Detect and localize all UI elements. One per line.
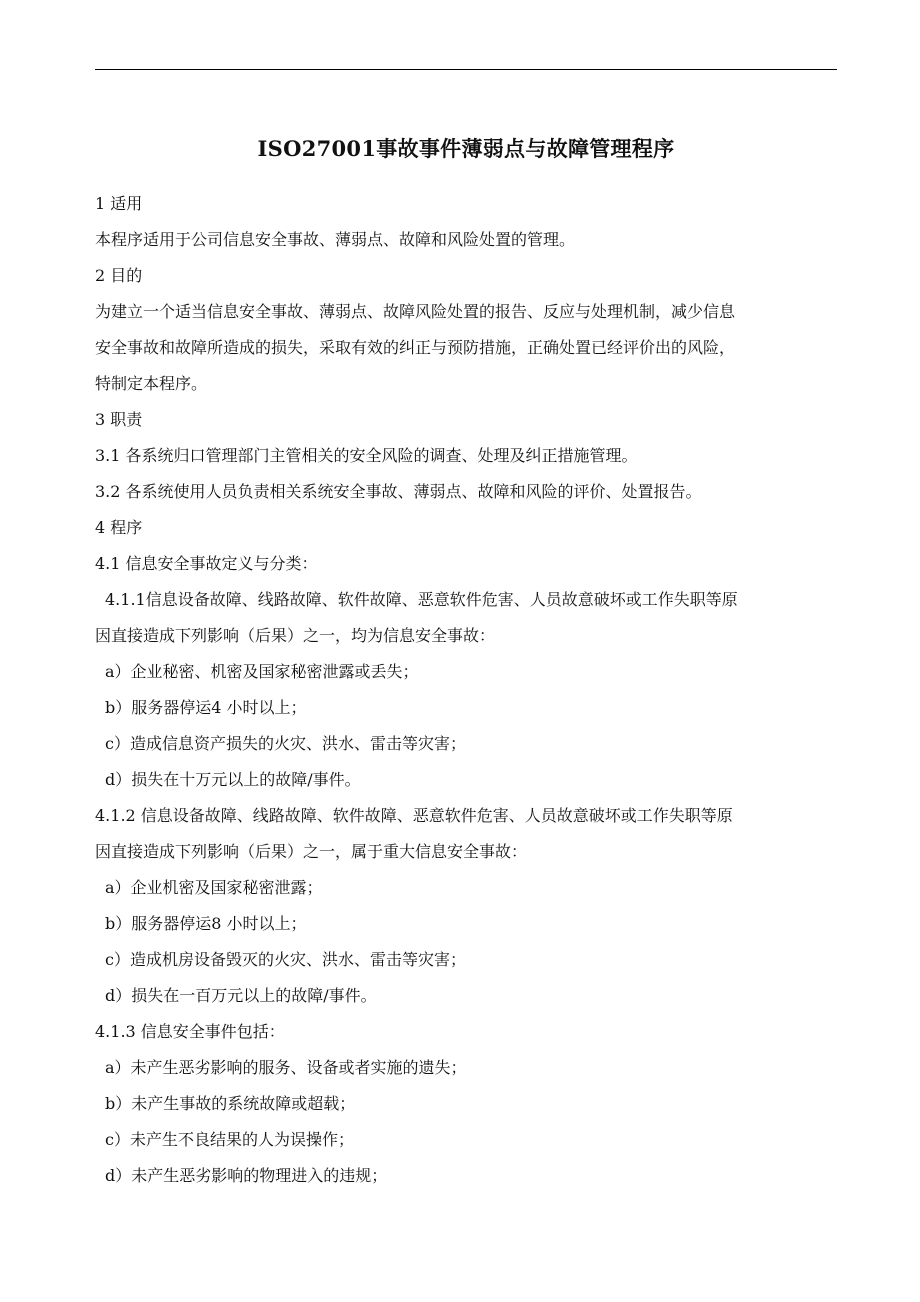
clause-heading: 4.1 信息安全事故定义与分类： bbox=[95, 554, 318, 573]
list-item: a）企业机密及国家秘密泄露； bbox=[105, 878, 323, 897]
list-item: c）未产生不良结果的人为误操作； bbox=[105, 1130, 354, 1149]
list-item: d）损失在十万元以上的故障/事件。 bbox=[105, 770, 361, 789]
body-text: 特制定本程序。 bbox=[95, 374, 208, 393]
clause-heading: 4.1.3 信息安全事件包括： bbox=[95, 1022, 285, 1041]
document-title: ISO27001事故事件薄弱点与故障管理程序 bbox=[257, 136, 675, 161]
list-item: c）造成机房设备毁灭的火灾、洪水、雷击等灾害； bbox=[105, 950, 466, 969]
clause-text: 因直接造成下列影响（后果）之一，属于重大信息安全事故： bbox=[95, 842, 528, 861]
clause-text: 3.2 各系统使用人员负责相关系统安全事故、薄弱点、故障和风险的评价、处置报告。 bbox=[95, 482, 702, 501]
body-text: 为建立一个适当信息安全事故、薄弱点、故障风险处置的报告、反应与处理机制，减少信息 bbox=[95, 302, 736, 321]
list-item: b）服务器停运8 小时以上； bbox=[105, 914, 307, 933]
document-body bbox=[95, 186, 840, 1194]
section-heading: 4 程序 bbox=[95, 518, 143, 537]
body-text: 安全事故和故障所造成的损失，采取有效的纠正与预防措施，正确处置已经评价出的风险， bbox=[95, 338, 736, 357]
clause-text: 3.1 各系统归口管理部门主管相关的安全风险的调查、处理及纠正措施管理。 bbox=[95, 446, 638, 465]
header-rule bbox=[95, 69, 837, 70]
section-heading: 2 目的 bbox=[95, 266, 143, 285]
body-text: 本程序适用于公司信息安全事故、薄弱点、故障和风险处置的管理。 bbox=[95, 230, 576, 249]
section-heading: 1 适用 bbox=[95, 194, 143, 213]
clause-text: 因直接造成下列影响（后果）之一，均为信息安全事故： bbox=[95, 626, 496, 645]
list-item: a）企业秘密、机密及国家秘密泄露或丢失； bbox=[105, 662, 419, 681]
clause-text: 4.1.1信息设备故障、线路故障、软件故障、恶意软件危害、人员故意破坏或工作失职等原 bbox=[105, 590, 738, 609]
section-heading: 3 职责 bbox=[95, 410, 143, 429]
list-item: d）损失在一百万元以上的故障/事件。 bbox=[105, 986, 377, 1005]
list-item: d）未产生恶劣影响的物理进入的违规； bbox=[105, 1166, 388, 1185]
list-item: c）造成信息资产损失的火灾、洪水、雷击等灾害； bbox=[105, 734, 466, 753]
clause-text: 4.1.2 信息设备故障、线路故障、软件故障、恶意软件危害、人员故意破坏或工作失职等原 bbox=[95, 806, 733, 825]
list-item: b）服务器停运4 小时以上； bbox=[105, 698, 307, 717]
list-item: a）未产生恶劣影响的服务、设备或者实施的遗失； bbox=[105, 1058, 467, 1077]
list-item: b）未产生事故的系统故障或超载； bbox=[105, 1094, 356, 1113]
